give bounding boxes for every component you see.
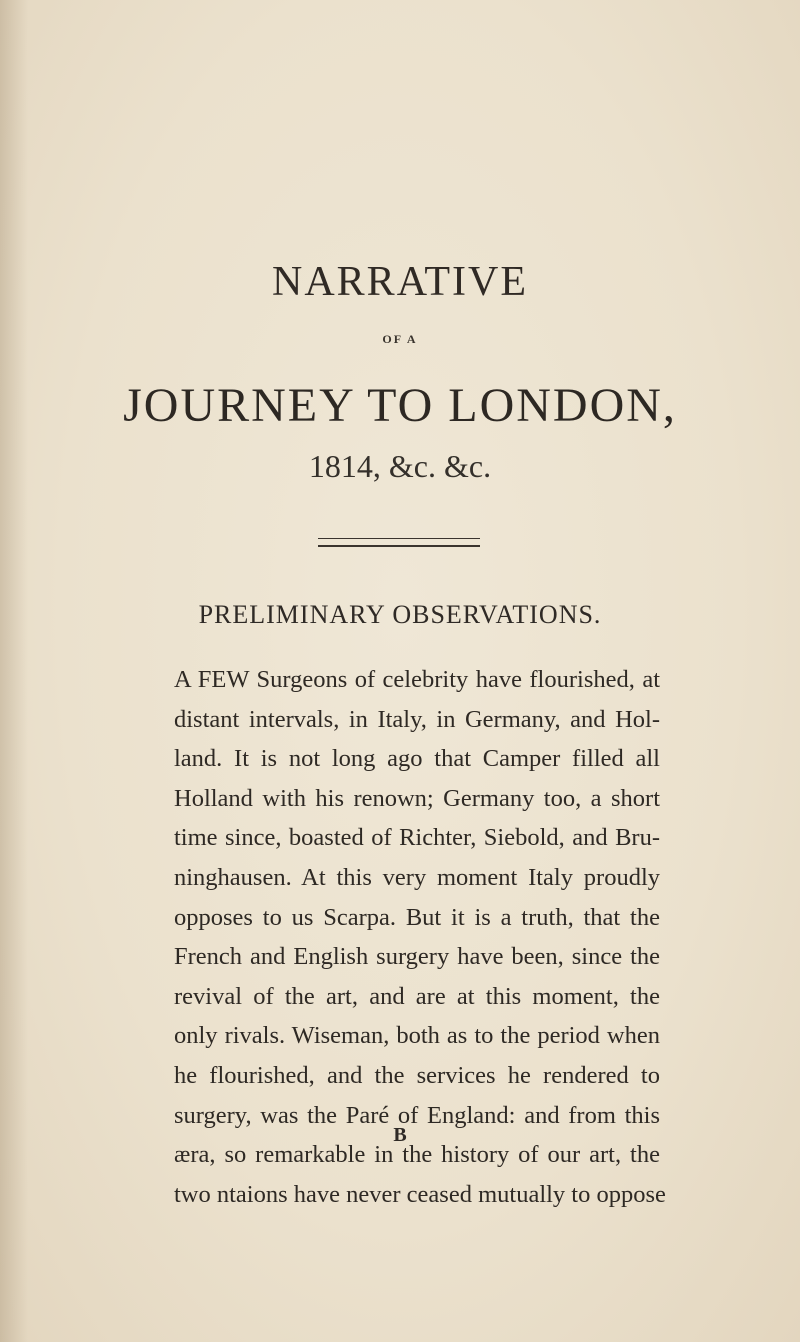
body-line: opposes to us Scarpa. But it is a truth, that the [174,903,660,931]
body-line: Holland with his renown; Germany too, a short [174,784,660,812]
body-line: only rivals. Wiseman, both as to the period when [174,1022,660,1050]
body-line: two ntaions have never ceased mutually to oppose [174,1180,666,1208]
signature-mark: B [393,1124,407,1146]
title-date: 1814, &c. &c. [308,448,492,484]
body-line: land. It is not long ago that Camper filled all [174,745,660,773]
body-line: ninghausen. At this very moment Italy proudly [174,863,660,891]
section-heading: PRELIMINARY OBSERVATIONS. [198,600,602,629]
body-line: he flourished, and the services he rendered to [174,1061,660,1089]
body-line: A FEW Surgeons of celebrity have flourished, at [174,666,660,693]
title-of-a: OF A [382,332,418,346]
body-line: time since, boasted of Richter, Siebold, and Bru- [174,824,660,852]
divider-rule-thick [318,545,480,547]
body-line: distant intervals, in Italy, in Germany, and Hol- [174,705,660,733]
body-line: æra, so remarkable in the history of our art, the [174,1141,660,1169]
title-narrative: NARRATIVE [272,259,528,305]
body-line: French and English surgery have been, since the [174,943,660,971]
body-line: surgery, was the Paré of England: and from this [174,1101,660,1129]
body-line: revival of the art, and are at this moment, the [174,982,660,1010]
title-journey-to-london: JOURNEY TO LONDON, [123,379,677,432]
divider-rule-thin [318,538,480,539]
